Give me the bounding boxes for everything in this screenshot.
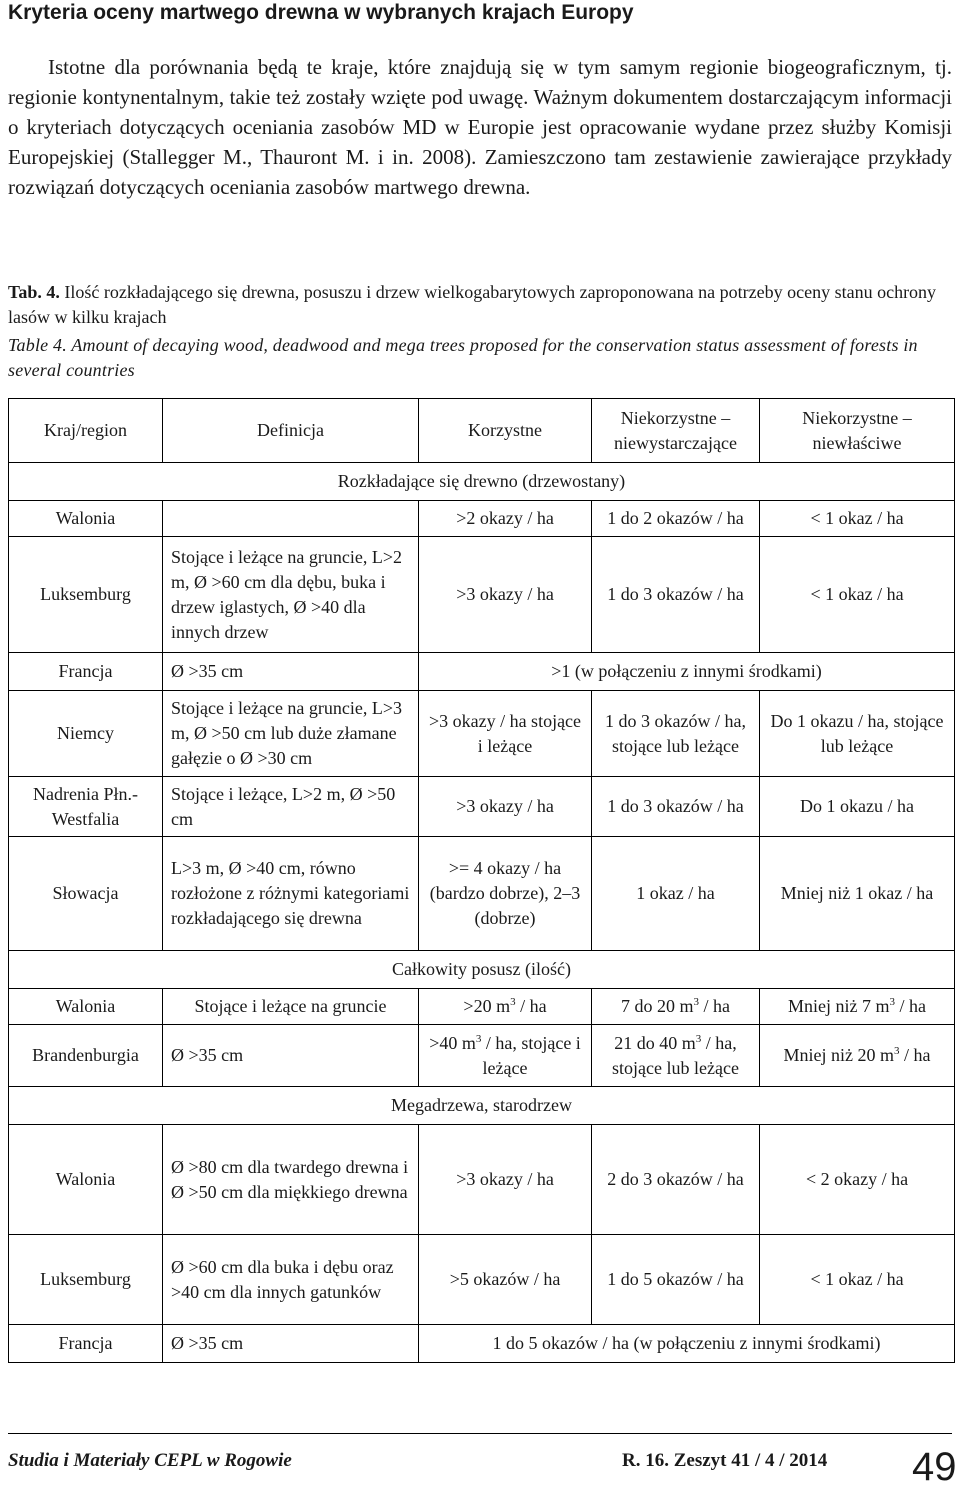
table-row	[9, 1025, 955, 1087]
table-row	[9, 837, 955, 951]
table-row	[9, 501, 955, 537]
unit-exponent: 3	[894, 1045, 900, 1057]
table-caption-text: Ilość rozkładającego się drewna, posuszu i drzew wielkogabarytowych zaproponowana na potrzeby oceny stanu ochrony lasów w kilku krajach	[8, 282, 937, 327]
favorable-cell	[419, 1025, 592, 1087]
definition-cell: Stojące i leżące, L>2 m, Ø >50 cm	[163, 777, 419, 837]
value-text: 7 do 20 m	[620, 996, 694, 1016]
definition-cell: Ø >35 cm	[163, 1025, 419, 1087]
insufficient-cell: 1 do 2 okazów / ha	[592, 501, 760, 537]
footer-rule	[8, 1433, 952, 1434]
issue-info: R. 16. Zeszyt 41 / 4 / 2014	[622, 1450, 828, 1471]
table-row	[9, 653, 955, 691]
favorable-cell: >3 okazy / ha	[419, 537, 592, 653]
value-text: / ha	[895, 996, 926, 1016]
region-cell: Luksemburg	[9, 537, 163, 653]
section-label: Całkowity posusz (ilość)	[9, 951, 955, 989]
inadequate-cell: Do 1 okazu / ha	[760, 777, 955, 837]
definition-cell: Stojące i leżące na gruncie	[163, 989, 419, 1025]
favorable-cell: >5 okazów / ha	[419, 1235, 592, 1325]
favorable-cell	[419, 989, 592, 1025]
region-cell: Walonia	[9, 989, 163, 1025]
table-row	[9, 537, 955, 653]
value-text: >20 m	[463, 996, 511, 1016]
table-row	[9, 989, 955, 1025]
region-cell: Nadrenia Płn.-Westfalia	[9, 777, 163, 837]
value-text: Mniej niż 20 m	[783, 1045, 894, 1065]
section-heading: Kryteria oceny martwego drewna w wybranych krajach Europy	[8, 1, 634, 24]
value-text: >40 m	[429, 1032, 476, 1053]
header-cell: Kraj/region	[9, 399, 163, 463]
region-cell: Francja	[9, 1325, 163, 1363]
insufficient-cell: 1 do 3 okazów / ha	[592, 777, 760, 837]
value-text: / ha	[515, 996, 547, 1016]
header-cell: Korzystne	[419, 399, 592, 463]
region-cell: Walonia	[9, 1125, 163, 1235]
insufficient-cell: 1 do 3 okazów / ha, stojące lub leżące	[592, 691, 760, 777]
definition-cell: Ø >80 cm dla twardego drewna i Ø >50 cm dla miękkiego drewna	[163, 1125, 419, 1235]
definition-cell: L>3 m, Ø >40 cm, równo rozłożone z różnymi kategoriami rozkładającego się drewna	[163, 837, 419, 951]
definition-cell: Ø >35 cm	[163, 653, 419, 691]
inadequate-cell: Do 1 okazu / ha, stojące lub leżące	[760, 691, 955, 777]
definition-cell: Stojące i leżące na gruncie, L>2 m, Ø >60 cm dla dębu, buka i drzew iglastych, Ø >40 dla innych drzew	[163, 537, 419, 653]
region-cell: Niemcy	[9, 691, 163, 777]
merged-value-cell: >1 (w połączeniu z innymi środkami)	[419, 653, 955, 691]
table-label: Tab. 4.	[8, 282, 60, 302]
unit-exponent: 3	[693, 996, 699, 1008]
inadequate-cell: Mniej niż 1 okaz / ha	[760, 837, 955, 951]
value-text: / ha	[699, 996, 730, 1016]
section-row	[9, 1087, 955, 1125]
favorable-cell: >3 okazy / ha	[419, 1125, 592, 1235]
table-row	[9, 1125, 955, 1235]
unit-exponent: 3	[889, 996, 895, 1008]
table-row	[9, 777, 955, 837]
value-text: Mniej niż 7 m	[788, 996, 890, 1016]
definition-cell: Ø >35 cm	[163, 1325, 419, 1363]
value-text: / ha, stojące lub leżące	[612, 1032, 739, 1078]
region-cell: Słowacja	[9, 837, 163, 951]
region-cell: Brandenburgia	[9, 1025, 163, 1087]
insufficient-cell: 1 do 3 okazów / ha	[592, 537, 760, 653]
section-row	[9, 951, 955, 989]
insufficient-cell	[592, 989, 760, 1025]
insufficient-cell	[592, 1025, 760, 1087]
section-label: Megadrzewa, starodrzew	[9, 1087, 955, 1125]
inadequate-cell: < 2 okazy / ha	[760, 1125, 955, 1235]
insufficient-cell: 1 do 5 okazów / ha	[592, 1235, 760, 1325]
favorable-cell: >= 4 okazy / ha (bardzo dobrze), 2–3 (dobrze)	[419, 837, 592, 951]
region-cell: Luksemburg	[9, 1235, 163, 1325]
page-number: 49	[912, 1445, 957, 1489]
definition-cell: Ø >60 cm dla buka i dębu oraz >40 cm dla innych gatunków	[163, 1235, 419, 1325]
favorable-cell: >3 okazy / ha stojące i leżące	[419, 691, 592, 777]
table-row	[9, 1235, 955, 1325]
header-cell: Definicja	[163, 399, 419, 463]
inadequate-cell	[760, 989, 955, 1025]
journal-title: Studia i Materiały CEPL w Rogowie	[8, 1450, 292, 1471]
table-caption-polish	[8, 280, 952, 330]
unit-exponent: 3	[475, 1032, 482, 1045]
merged-value-cell: 1 do 5 okazów / ha (w połączeniu z innymi środkami)	[419, 1325, 955, 1363]
section-label: Rozkładające się drewno (drzewostany)	[9, 463, 955, 501]
body-paragraph: Istotne dla porównania będą te kraje, które znajdują się w tym samym regionie biogeograficznym, tj. regionie kontynentalnym, takie też zostały wzięte pod uwagę. Ważnym dokumentem dostarczającym informacji o kryteriach dotyczących oceniania zasobów MD w Europie jest opracowanie wydane przez służby Komisji Europejskiej (Stallegger M., Thauront M. i in. 2008). Zamieszczono tam zestawienie zawierające przykłady rozwiązań dotyczących oceniania zasobów martwego drewna.	[8, 55, 952, 199]
inadequate-cell: < 1 okaz / ha	[760, 537, 955, 653]
favorable-cell: >2 okazy / ha	[419, 501, 592, 537]
table-row	[9, 691, 955, 777]
criteria-table	[8, 398, 955, 1363]
value-text: / ha, stojące i leżące	[481, 1032, 581, 1078]
definition-cell: Stojące i leżące na gruncie, L>3 m, Ø >50 cm lub duże złamane gałęzie o Ø >30 cm	[163, 691, 419, 777]
table-caption-english: Table 4. Amount of decaying wood, deadwood and mega trees proposed for the conservation status assessment of forests in several countries	[8, 335, 918, 380]
inadequate-cell: < 1 okaz / ha	[760, 501, 955, 537]
header-cell: Niekorzystne – niewłaściwe	[760, 399, 955, 463]
unit-exponent: 3	[695, 1032, 702, 1045]
favorable-cell: >3 okazy / ha	[419, 777, 592, 837]
header-cell: Niekorzystne – niewystarczające	[592, 399, 760, 463]
region-cell: Francja	[9, 653, 163, 691]
section-row	[9, 463, 955, 501]
value-text: 21 do 40 m	[614, 1032, 696, 1053]
insufficient-cell: 2 do 3 okazów / ha	[592, 1125, 760, 1235]
insufficient-cell: 1 okaz / ha	[592, 837, 760, 951]
table-header-row	[9, 399, 955, 463]
unit-exponent: 3	[510, 996, 516, 1008]
table-row	[9, 1325, 955, 1363]
definition-cell	[163, 501, 419, 537]
region-cell: Walonia	[9, 501, 163, 537]
value-text: / ha	[899, 1045, 931, 1065]
inadequate-cell	[760, 1025, 955, 1087]
inadequate-cell: < 1 okaz / ha	[760, 1235, 955, 1325]
